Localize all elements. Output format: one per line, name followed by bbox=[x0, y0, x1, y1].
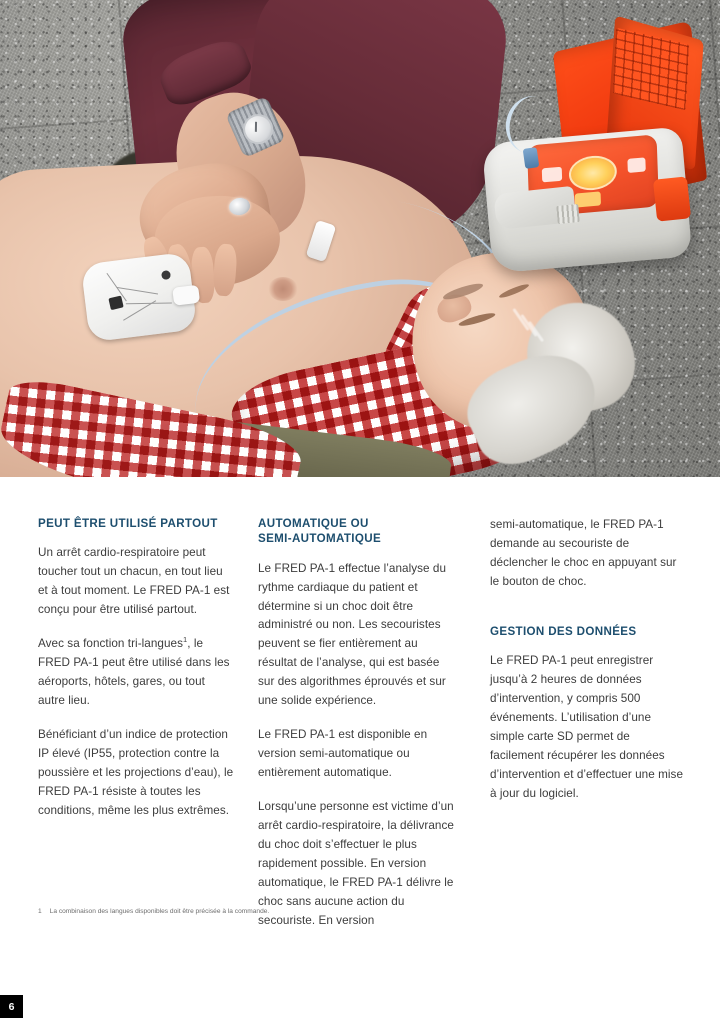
defibrillation-electrode-pad bbox=[81, 252, 198, 343]
pad-marker bbox=[108, 296, 123, 311]
paragraph-text-part-1: Avec sa fonction tri-langues bbox=[38, 637, 183, 651]
aed-cable-plug bbox=[523, 147, 540, 169]
article-body bbox=[0, 477, 720, 1018]
paragraph: Lorsqu’une personne est victime d’un arrêt cardio-respiratoire, la délivrance du choc doit s’effectuer le plus rapidement possible. En version automatique, le FRED PA-1 délivre le choc sans aucune action du secouriste. En version bbox=[258, 800, 454, 927]
patient-chest-detail bbox=[268, 277, 298, 301]
paragraph: Bénéficiant d’un indice de protection IP élevé (IP55, protection contre la poussière et les projections d’eau), le FRED PA-1 résiste à toutes les conditions, même les plus extrêmes. bbox=[38, 727, 234, 817]
paragraph-continuation: semi-automatique, le FRED PA-1 demande au secouriste de déclencher le choc en appuyant sur le bouton de choc. bbox=[490, 518, 677, 588]
aed-pictogram-icon bbox=[627, 157, 645, 173]
paragraph: Le FRED PA-1 est disponible en version semi-automatique ou entièrement automatique. bbox=[258, 728, 428, 780]
heading-peut-etre-utilise-partout: PEUT ÊTRE UTILISÉ PARTOUT bbox=[38, 517, 218, 530]
pad-dot-icon bbox=[161, 270, 171, 280]
aed-handle-tab bbox=[653, 176, 691, 221]
heading-line-1: AUTOMATIQUE OU bbox=[258, 517, 369, 530]
footnote-text: La combinaison des langues disponibles doit être précisée à la commande. bbox=[49, 908, 270, 915]
footnote-number: 1 bbox=[38, 908, 42, 915]
pad-connector bbox=[172, 285, 200, 306]
heading-line-2: SEMI-AUTOMATIQUE bbox=[258, 532, 382, 546]
footnote-marker: 1 bbox=[183, 635, 188, 645]
footnote bbox=[38, 907, 338, 917]
column-one bbox=[38, 516, 234, 821]
aed-pictogram-icon bbox=[575, 191, 601, 207]
paragraph-text-part-2: , le FRED PA-1 peut être utilisé dans les aéroports, hôtels, gares, ou tout autre lieu. bbox=[38, 637, 230, 707]
hero-photo bbox=[0, 0, 720, 477]
paragraph: Un arrêt cardio-respiratoire peut toucher tout un chacun, en tout lieu et à tout moment. Le FRED PA-1 est conçu pour être utilisé partout. bbox=[38, 546, 230, 617]
pad-diagram-line bbox=[116, 287, 158, 295]
paragraph: Le FRED PA-1 effectue l’analyse du rythme cardiaque du patient et détermine si un choc doit être administré ou non. Les secouristes peuvent se fier entièrement au résultat de l’analyse, qui est basée sur des algorithmes éprouvés et sur une solide expérience. bbox=[258, 561, 447, 708]
column-three bbox=[490, 516, 686, 804]
heading-gestion-des-donnees: GESTION DES DONNÉES bbox=[490, 624, 637, 638]
aed-pictogram-icon bbox=[542, 167, 562, 183]
aed-speaker-vent bbox=[556, 204, 579, 224]
paragraph: Le FRED PA-1 peut enregistrer jusqu’à 2 heures de données d’intervention, y compris 500 événements. L’utilisation d’une simple carte SD permet de facilement récupérer les données d’intervention et d’effectuer une mise à jour du logiciel. bbox=[490, 654, 684, 800]
page-number: 6 bbox=[0, 995, 23, 1018]
aed-emblem-icon bbox=[568, 154, 617, 192]
column-two bbox=[258, 516, 454, 931]
heading-automatique-ou-semi-automatique bbox=[258, 516, 454, 547]
paragraph-with-footnote bbox=[38, 635, 234, 711]
